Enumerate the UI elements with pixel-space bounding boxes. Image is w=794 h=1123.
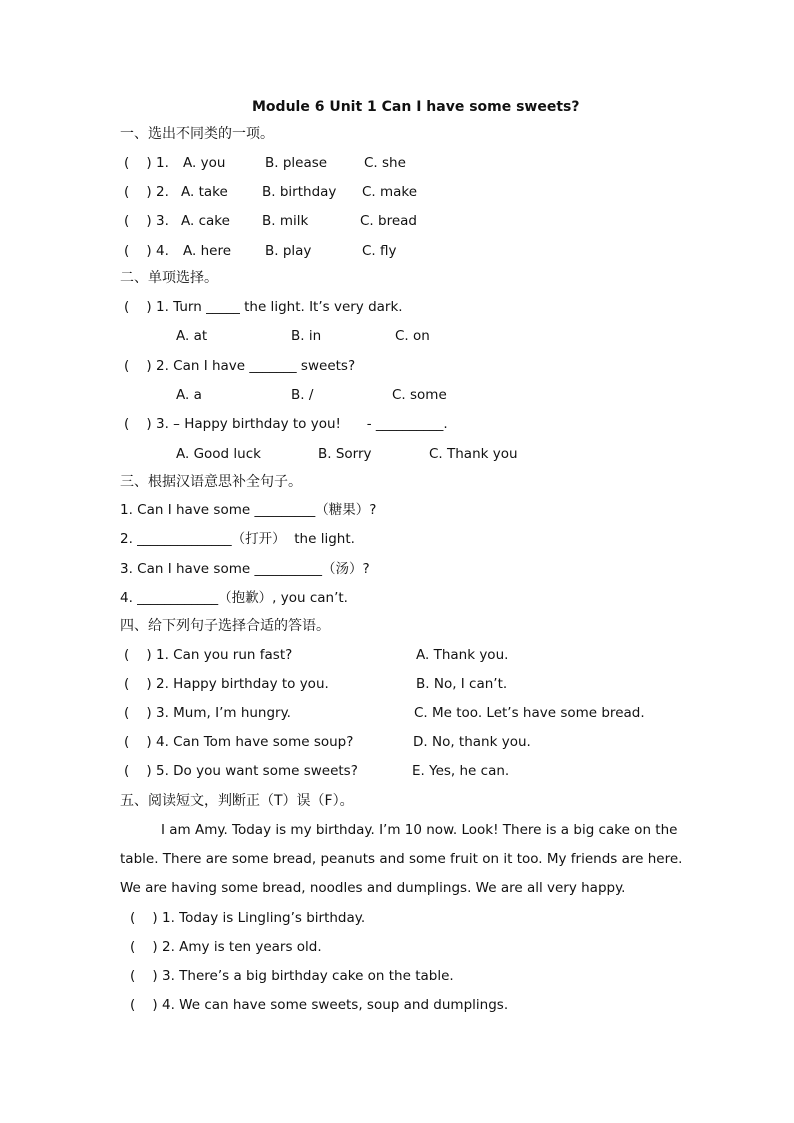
option-b: B. play [265,243,312,259]
section-5-statement: ( ) 3. There’s a big birthday cake on the table. [130,968,454,984]
section-3-sentence: 4. ____________（抱歉）, you can’t. [120,590,348,606]
option-a: A. you [183,155,226,171]
option-a: A. here [183,243,232,259]
item-paren: ( ) 1. [124,155,169,171]
section-3-sentence: 3. Can I have some __________（汤）? [120,561,370,577]
option-c: C. Thank you [429,446,518,462]
option-c: C. she [364,155,406,171]
passage-line: I am Amy. Today is my birthday. I’m 10 now. Look! There is a big cake on the [161,822,678,838]
section-4-question: ( ) 2. Happy birthday to you. [124,676,329,692]
option-b: B. milk [262,213,309,229]
section-3-heading: 三、根据汉语意思补全句子。 [120,474,302,490]
option-a: A. a [176,387,202,403]
option-c: C. on [395,328,430,344]
option-a: A. cake [181,213,230,229]
option-c: C. make [362,184,418,200]
option-b: B. / [291,387,314,403]
section-4-question: ( ) 5. Do you want some sweets? [124,763,358,779]
option-a: A. at [176,328,208,344]
section-4-answer: B. No, I can’t. [416,676,508,692]
item-paren: ( ) 4. [124,243,169,259]
section-5-statement: ( ) 4. We can have some sweets, soup and dumplings. [130,997,509,1013]
section-2-question: ( ) 1. Turn _____ the light. It’s very dark. [124,299,403,315]
section-4-question: ( ) 4. Can Tom have some soup? [124,734,354,750]
page-title: Module 6 Unit 1 Can I have some sweets? [252,99,580,115]
item-paren: ( ) 2. [124,184,169,200]
option-c: C. bread [360,213,417,229]
item-paren: ( ) 3. [124,213,169,229]
section-4-heading: 四、给下列句子选择合适的答语。 [120,618,330,634]
section-2-question: ( ) 3. – Happy birthday to you! - __________. [124,416,448,432]
section-5-heading: 五、阅读短文，判断正（T）误（F）。 [120,793,354,809]
passage-line: We are having some bread, noodles and dumplings. We are all very happy. [120,880,626,896]
option-c: C. some [392,387,447,403]
section-2-question: ( ) 2. Can I have _______ sweets? [124,358,356,374]
section-4-question: ( ) 1. Can you run fast? [124,647,293,663]
section-5-statement: ( ) 1. Today is Lingling’s birthday. [130,910,366,926]
section-4-answer: A. Thank you. [416,647,509,663]
section-4-answer: D. No, thank you. [413,734,531,750]
section-2-heading: 二、单项选择。 [120,270,218,286]
passage-line: table. There are some bread, peanuts and some fruit on it too. My friends are here. [120,851,683,867]
option-b: B. in [291,328,322,344]
option-a: A. take [181,184,228,200]
option-b: B. birthday [262,184,337,200]
option-b: B. please [265,155,328,171]
section-3-sentence: 1. Can I have some _________（糖果）? [120,502,377,518]
section-4-question: ( ) 3. Mum, I’m hungry. [124,705,291,721]
section-5-statement: ( ) 2. Amy is ten years old. [130,939,322,955]
section-4-answer: C. Me too. Let’s have some bread. [414,705,645,721]
section-4-answer: E. Yes, he can. [412,763,510,779]
option-b: B. Sorry [318,446,372,462]
section-1-heading: 一、选出不同类的一项。 [120,126,274,142]
section-3-sentence: 2. ______________（打开） the light. [120,531,355,547]
option-a: A. Good luck [176,446,261,462]
option-c: C. fly [362,243,397,259]
